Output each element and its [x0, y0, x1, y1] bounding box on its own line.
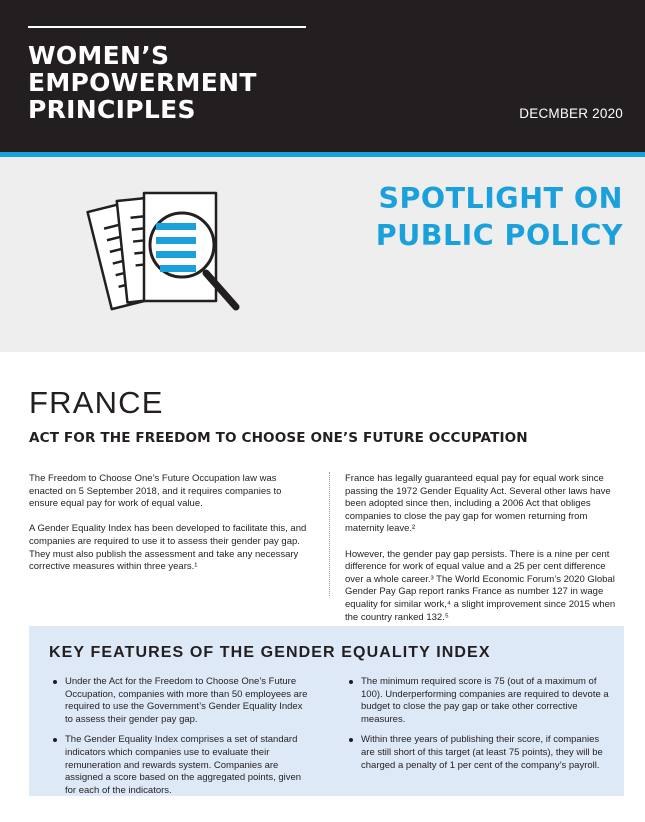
hero-section	[0, 157, 645, 352]
features-column-right	[347, 676, 609, 780]
header-band	[0, 0, 645, 152]
country-heading: FRANCE	[29, 385, 164, 420]
key-features-box	[29, 626, 624, 796]
brand-title	[28, 42, 328, 123]
spotlight-title-line: PUBLIC POLICY	[375, 219, 623, 252]
brand-title-line: EMPOWERMENT	[28, 68, 257, 97]
article-column-right	[345, 473, 625, 637]
article-paragraph: A Gender Equality Index has been developed to facilitate this, and companies are required to use it to assess their gender pay gap. They must also publish the assessment and take any necessary corrective measures within three years.¹	[29, 523, 307, 573]
article-paragraph: France has legally guaranteed equal pay for equal work since passing the 1972 Gender Equality Act. Several other laws have been adopted since then, including a 2006 Act that obliges companies to close the pay gap for women returning from maternity leave.²	[345, 473, 611, 535]
header-rule	[28, 26, 306, 28]
brand-title-line: WOMEN’S	[28, 41, 170, 70]
spotlight-title-line: SPOTLIGHT ON	[378, 182, 623, 215]
article-paragraph: However, the gender pay gap persists. There is a nine per cent difference for work of equal value and a 25 per cent difference over a whole career.³ The World Economic Forum’s 2020 Global Gender Pay Gap report ranks France as number 127 in wage equality for similar work,⁴ a slight improvement since 2015 when the country ranked 132.⁵	[345, 548, 616, 623]
act-subtitle: ACT FOR THE FREEDOM TO CHOOSE ONE’S FUTURE OCCUPATION	[29, 430, 528, 446]
feature-bullet: The minimum required score is 75 (out of a maximum of 100). Underperforming companies are required to devote a budget to close the pay gap or take other corrective measures.	[347, 676, 609, 726]
spotlight-title	[323, 180, 623, 254]
documents-magnifier-icon	[78, 179, 248, 329]
feature-bullet: Within three years of publishing their score, if companies are still short of this target (at least 75 points), they will be charged a penalty of 1 per cent of the company’s payroll.	[347, 734, 609, 772]
brand-title-line: PRINCIPLES	[28, 95, 196, 124]
feature-bullet: The Gender Equality Index comprises a set of standard indicators which companies use to evaluate their remuneration and rewards system. Companies are assigned a score based on the aggregated points, given for each of the indicators.	[51, 734, 313, 797]
article-paragraph: The Freedom to Choose One’s Future Occupation law was enacted on 5 September 2018, and it requires companies to ensure equal pay for work of equal value.	[29, 473, 282, 510]
publication-date: DECMBER 2020	[519, 106, 623, 121]
feature-bullet: Under the Act for the Freedom to Choose One’s Future Occupation, companies with more than 50 employees are required to use the Government’s Gender Equality Index to assess their gender pay gap.	[51, 676, 313, 726]
features-column-left	[51, 676, 313, 805]
key-features-title: KEY FEATURES OF THE GENDER EQUALITY INDEX	[49, 644, 491, 661]
article-column-left	[29, 473, 309, 586]
column-divider	[329, 472, 330, 596]
